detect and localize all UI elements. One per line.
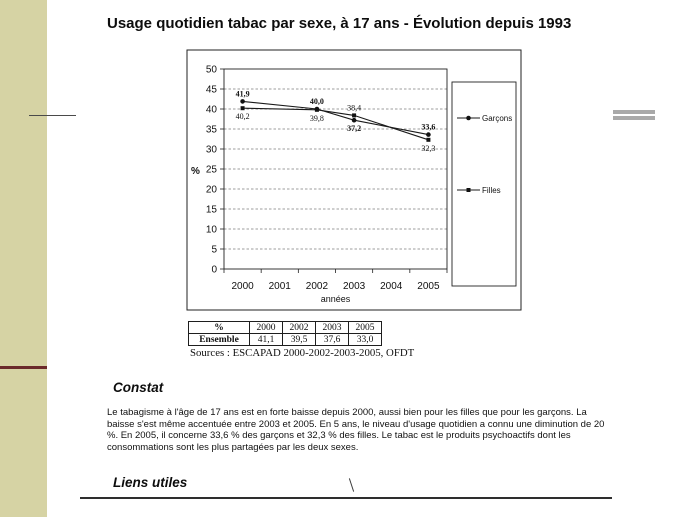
y-tick-label: 25: [205, 164, 217, 176]
y-tick-label: 35: [205, 124, 217, 136]
constat-paragraph: [107, 407, 604, 454]
constat-heading: Constat: [113, 380, 164, 395]
y-tick-label: 45: [205, 84, 217, 96]
legend-label: Filles: [482, 186, 501, 195]
y-tick-label: 0: [211, 264, 217, 276]
y-tick-label: 10: [205, 224, 217, 236]
x-tick-label: 2001: [268, 281, 291, 292]
table-header-cell: 2000: [250, 322, 283, 334]
data-label-garcons: 37,2: [347, 124, 362, 134]
slide-side-band: [0, 0, 47, 517]
table-header-cell: 2003: [316, 322, 349, 334]
x-tick-label: 2003: [342, 281, 366, 292]
data-point-filles: [315, 108, 319, 112]
slide-deco-bar-top: [613, 110, 655, 114]
x-axis-label: années: [320, 294, 351, 304]
data-label-filles: 39,8: [309, 113, 324, 123]
table-cell: 39,5: [283, 334, 316, 346]
slide-side-rule: [0, 366, 47, 369]
data-label-garcons: 41,9: [235, 89, 250, 99]
data-point-filles: [352, 113, 356, 117]
data-label-filles: 32,3: [421, 143, 436, 153]
legend: [452, 82, 516, 286]
paragraph-line: %. En 2005, il concerne 33,6 % des garçons et 32,3 % des filles. Le tabac est le produits psychoactifs dont les: [107, 430, 571, 442]
data-point-filles: [241, 106, 245, 110]
y-tick-label: 30: [205, 144, 217, 156]
y-tick-label: 5: [211, 244, 217, 256]
table-cell: Ensemble: [189, 334, 250, 346]
liens-utiles-heading: Liens utiles: [113, 475, 188, 490]
table-header-cell: 2005: [349, 322, 382, 334]
data-point-garcons: [240, 99, 245, 104]
table-cell: 33,0: [349, 334, 382, 346]
legend-label: Garçons: [482, 114, 513, 123]
table-header-cell: 2002: [283, 322, 316, 334]
table-cell: 37,6: [316, 334, 349, 346]
paragraph-line: Le tabagisme à l'âge de 17 ans est en forte baisse depuis 2000, aussi bien pour les filles que pour les garçons. La: [107, 407, 587, 418]
x-axis: [224, 269, 447, 292]
paragraph-line: consommations sont les plus partagées par les deux sexes.: [107, 442, 359, 454]
legend-marker: [467, 188, 471, 192]
scan-artifact: [349, 478, 354, 492]
x-tick-label: 2002: [305, 281, 329, 292]
y-axis: [206, 65, 224, 276]
series-group: [240, 99, 430, 142]
slide-deco-bar-bottom: [613, 116, 655, 120]
chart-title: Usage quotidien tabac par sexe, à 17 ans - Évolution depuis 1993: [107, 15, 572, 32]
data-label-garcons: 40,0: [309, 97, 324, 106]
series-line-filles: [243, 108, 429, 140]
table-header-cell: %: [189, 322, 250, 334]
y-tick-label: 20: [205, 184, 217, 196]
data-label-filles: 40,2: [235, 112, 250, 122]
summary-table: [188, 321, 382, 346]
x-tick-label: 2005: [417, 281, 440, 292]
data-point-garcons: [352, 118, 357, 123]
slide-divider-line: [29, 115, 76, 116]
sources-note: Sources : ESCAPAD 2000-2002-2003-2005, OFDT: [190, 347, 415, 359]
table-header-row: [189, 322, 382, 334]
table-cell: 41,1: [250, 334, 283, 346]
paragraph-line: baisse s'est même accentuée entre 2003 et 2005. En 5 ans, le niveau d'usage quotidien a connu une diminution de 20: [107, 418, 605, 430]
legend-box: [452, 82, 516, 286]
scanned-document: [76, 8, 612, 505]
data-label-filles: 38,4: [347, 103, 362, 113]
legend-marker: [466, 116, 471, 121]
table-row: [189, 334, 382, 346]
bottom-rule: [80, 497, 612, 499]
x-tick-label: 2000: [231, 281, 254, 292]
series-line-garcons: [243, 101, 429, 134]
data-labels: [236, 89, 436, 152]
data-point-garcons: [426, 132, 431, 137]
data-label-garcons: 33,6: [421, 122, 436, 132]
x-tick-label: 2004: [380, 281, 403, 292]
y-tick-label: 40: [205, 104, 217, 116]
data-point-filles: [426, 138, 430, 142]
y-axis-label: %: [191, 166, 200, 177]
y-tick-label: 15: [205, 204, 217, 216]
line-chart: [180, 44, 525, 316]
y-tick-label: 50: [205, 64, 217, 76]
